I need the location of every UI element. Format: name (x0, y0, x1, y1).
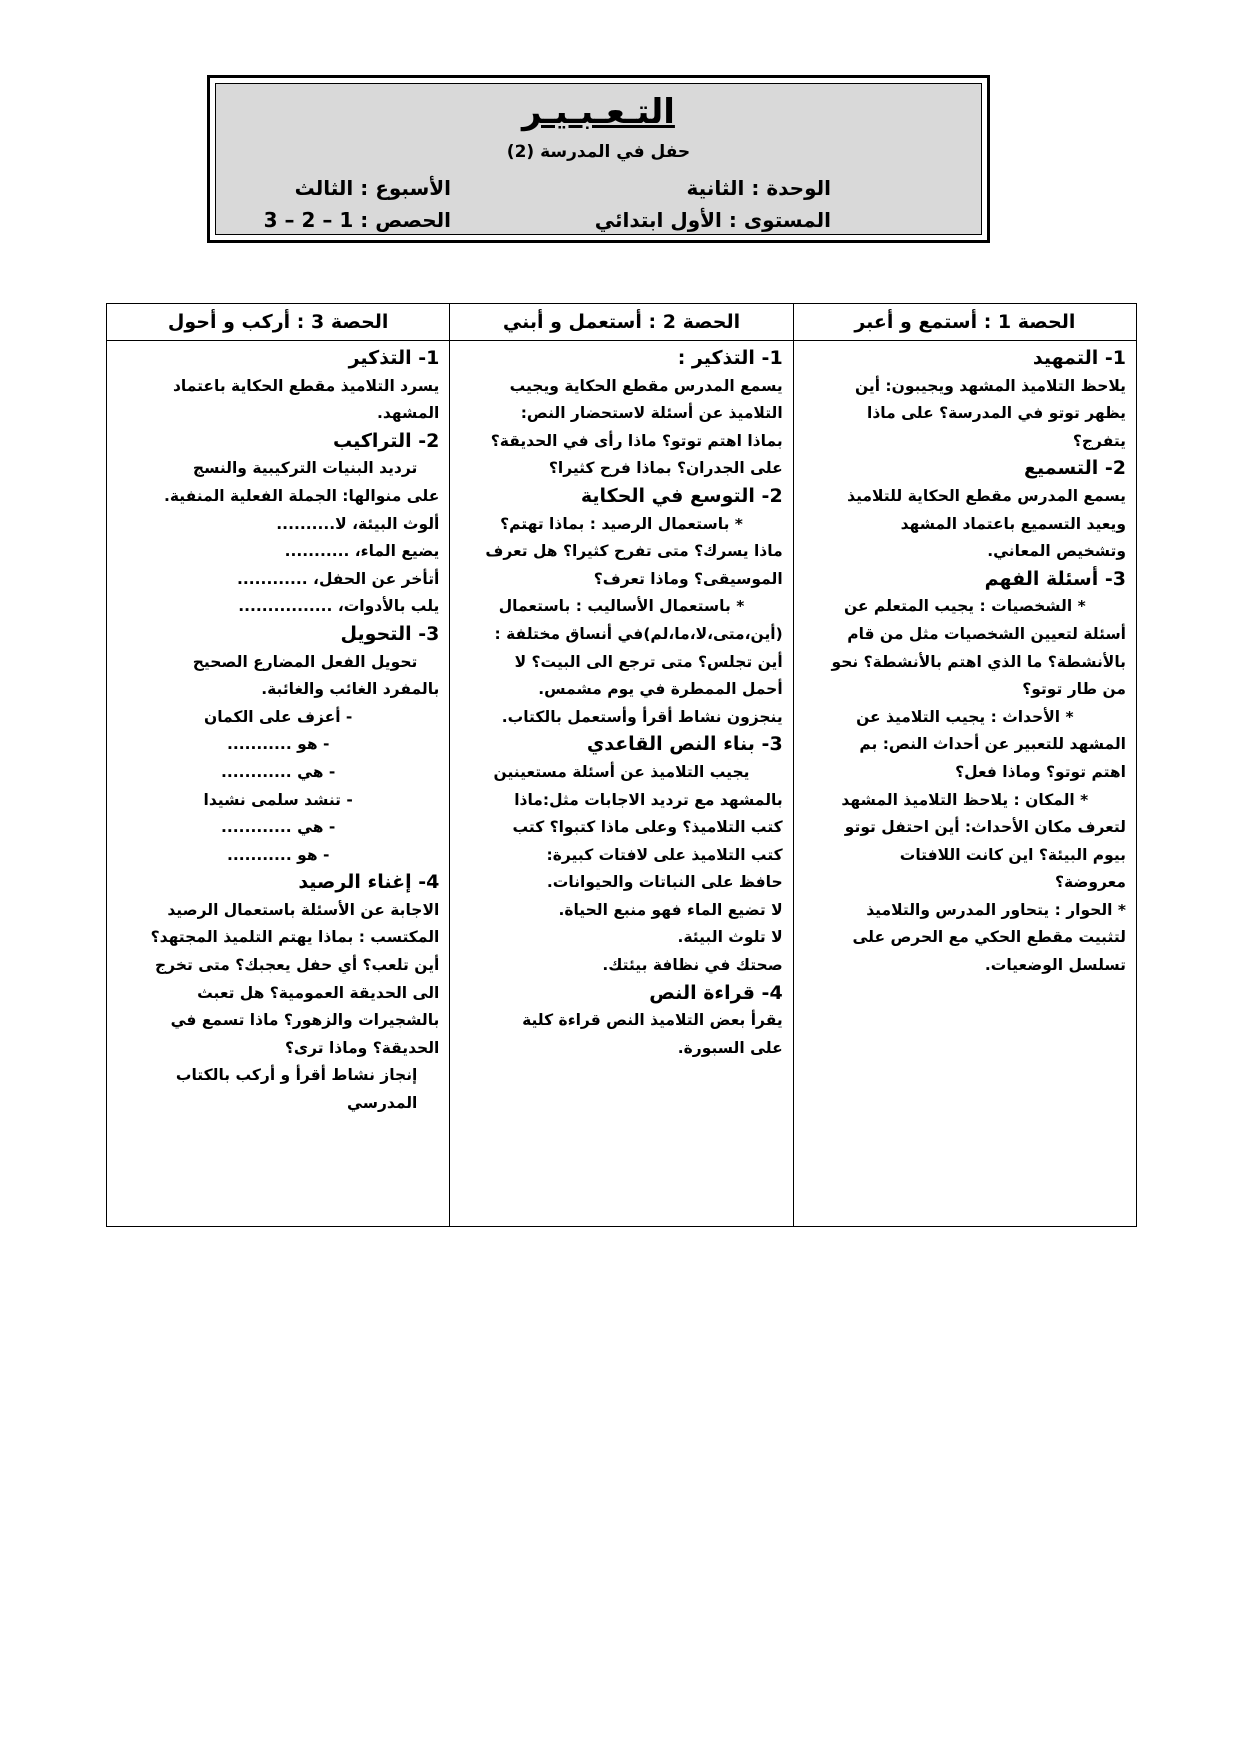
text-line: لا تضيع الماء فهو منبع الحياة. (558, 900, 783, 919)
header-inner-frame (215, 83, 982, 235)
text-line: المشهد للتعبير عن أحداث النص: بم (859, 735, 1126, 754)
text-line: الاجابة عن الأسئلة باستعمال الرصيد (167, 900, 440, 919)
section-heading: 4- قراءة النص (649, 981, 783, 1004)
text-line: المدرسي (347, 1094, 418, 1113)
column-heading-session-3: الحصة 3 : أركب و أحول (107, 304, 450, 341)
text-line: يلب بالأدوات، ................ (238, 597, 440, 616)
section-heading: 2- التراكيب (332, 429, 440, 452)
text-line: حافظ على النباتات والحيوانات. (546, 873, 783, 892)
text-line: - تنشد سلمى نشيدا (203, 790, 353, 809)
text-line: يلاحظ التلاميذ المشهد ويجيبون: أين (854, 376, 1126, 395)
text-line: * باستعمال الأساليب : باستعمال (498, 597, 745, 616)
text-line: ترديد البنيات التركيبية والنسج (192, 459, 418, 478)
text-line: لتثبيت مقطع الحكي مع الحرص على (852, 928, 1126, 947)
text-line: يجيب التلاميذ عن أسئلة مستعينين (493, 762, 750, 781)
text-line: إنجاز نشاط أقرأ و أركب بالكتاب (175, 1066, 418, 1085)
section-heading: 3- بناء النص القاعدي (586, 733, 783, 756)
text-line: أسئلة لتعيين الشخصيات مثل من قام (847, 624, 1126, 643)
section-heading: 3- التحويل (340, 622, 440, 645)
text-line: - أعزف على الكمان (203, 707, 353, 726)
text-line: على الجدران؟ بماذا فرح كثيرا؟ (548, 459, 783, 478)
week-label: الأسبوع : الثالث (294, 176, 451, 200)
text-line: بالأنشطة؟ ما الذي اهتم بالأنشطة؟ نحو (831, 652, 1126, 671)
text-line: على منوالها: الجملة الفعلية المنفية. (163, 486, 440, 505)
text-line: يسرد التلاميذ مقطع الحكاية باعتماد (172, 376, 440, 395)
text-line: يتفرج؟ (1072, 431, 1126, 450)
text-line: المشهد. (376, 404, 440, 423)
text-line: معروضة؟ (1055, 873, 1126, 892)
text-line: يسمع المدرس مقطع الحكاية للتلاميذ (847, 486, 1126, 505)
table-body-row (107, 341, 1137, 1227)
text-line: أتأخر عن الحفل، ............ (237, 569, 440, 588)
text-line: بيوم البيئة؟ اين كانت اللافتات (899, 845, 1126, 864)
text-line: ألوث البيئة، لا.......... (276, 514, 440, 533)
lesson-subtitle: حفل في المدرسة (2) (506, 142, 691, 162)
text-line: على السبورة. (677, 1038, 783, 1057)
text-line: بالشجيرات والزهور؟ ماذا تسمع في (170, 1011, 440, 1030)
text-line: من طار توتو؟ (1022, 680, 1126, 699)
text-line: - هو ........... (226, 735, 330, 754)
lesson-table (106, 303, 1137, 1227)
session-1-cell (793, 341, 1136, 1227)
text-line: اهتم توتو؟ وماذا فعل؟ (955, 762, 1126, 781)
text-line: - هي ............ (221, 762, 336, 781)
text-line: ينجزون نشاط أقرأ وأستعمل بالكتاب. (501, 707, 783, 726)
text-line: لتعرف مكان الأحداث: أين احتفل توتو (844, 818, 1126, 837)
text-line: * الحوار : يتحاور المدرس والتلاميذ (866, 900, 1126, 919)
column-heading-session-1: الحصة 1 : أستمع و أعبر (793, 304, 1136, 341)
text-line: * الأحداث : يجيب التلاميذ عن (856, 707, 1074, 726)
text-line: بماذا اهتم توتو؟ ماذا رأى في الحديقة؟ (490, 431, 783, 450)
text-line: (أين،متى،لا،ما،لم)في أنساق مختلفة : (494, 624, 783, 643)
session-2-cell (450, 341, 793, 1227)
column-heading-session-2: الحصة 2 : أستعمل و أبني (450, 304, 793, 341)
text-line: يسمع المدرس مقطع الحكاية ويجيب (509, 376, 783, 395)
text-line: يضيع الماء، ........... (284, 542, 440, 561)
text-line: ويعيد التسميع باعتماد المشهد (900, 514, 1126, 533)
section-heading: 2- التسميع (1024, 457, 1126, 480)
text-line: الى الحديقة العمومية؟ هل تعبث (197, 983, 440, 1002)
text-line: * الشخصيات : يجيب المتعلم عن (843, 597, 1086, 616)
section-heading: 1- التذكير (348, 347, 440, 369)
text-line: الحديقة؟ وماذا ترى؟ (284, 1038, 440, 1057)
session-3-cell (107, 341, 450, 1227)
text-line: صحتك في نظافة بيئتك. (602, 956, 783, 975)
section-heading: 1- التمهيد (1032, 347, 1126, 369)
section-heading: 2- التوسع في الحكاية (580, 484, 783, 507)
table-header-row (107, 304, 1137, 341)
text-line: بالمشهد مع ترديد الاجابات مثل:ماذا (514, 790, 783, 809)
text-line: - هي ............ (221, 818, 336, 837)
text-line: * المكان : يلاحظ التلاميذ المشهد (841, 790, 1089, 809)
text-line: - هو ........... (226, 845, 330, 864)
text-line: لا تلوث البيئة. (677, 928, 783, 947)
document-title: التـعـبـيـر (522, 92, 675, 132)
text-line: كتب التلاميذ؟ وعلى ماذا كتبوا؟ كتب (512, 818, 783, 837)
unit-label: الوحدة : الثانية (686, 176, 831, 200)
text-line: كتب التلاميذ على لافتات كبيرة: (546, 845, 783, 864)
text-line: * باستعمال الرصيد : بماذا تهتم؟ (500, 514, 743, 533)
text-line: وتشخيص المعاني. (987, 542, 1126, 561)
text-line: المكتسب : بماذا يهتم التلميذ المجتهد؟ (150, 928, 440, 947)
text-line: يظهر توتو في المدرسة؟ على ماذا (867, 404, 1126, 423)
text-line: ماذا يسرك؟ متى تفرح كثيرا؟ هل تعرف (485, 542, 783, 561)
header-box (207, 75, 990, 243)
sessions-label: الحصص : 1 – 2 – 3 (263, 208, 451, 232)
text-line: أين تلعب؟ أي حفل يعجبك؟ متى تخرج (155, 956, 440, 975)
section-heading: 3- أسئلة الفهم (984, 567, 1126, 590)
text-line: تحويل الفعل المضارع الصحيح (192, 652, 418, 671)
text-line: تسلسل الوضعيات. (984, 956, 1126, 975)
section-heading: 4- إغناء الرصيد (298, 871, 440, 894)
text-line: أين تجلس؟ متى ترجع الى البيت؟ لا (514, 652, 783, 671)
section-heading: 1- التذكير : (677, 347, 783, 369)
text-line: يقرأ بعض التلاميذ النص قراءة كلية (522, 1011, 783, 1030)
text-line: أحمل الممطرة في يوم مشمس. (538, 680, 783, 699)
text-line: بالمفرد الغائب والغائبة. (261, 680, 440, 699)
text-line: الموسيقى؟ وماذا تعرف؟ (593, 569, 783, 588)
text-line: التلاميذ عن أسئلة لاستحضار النص: (520, 404, 783, 423)
level-label: المستوى : الأول ابتدائي (594, 208, 831, 232)
